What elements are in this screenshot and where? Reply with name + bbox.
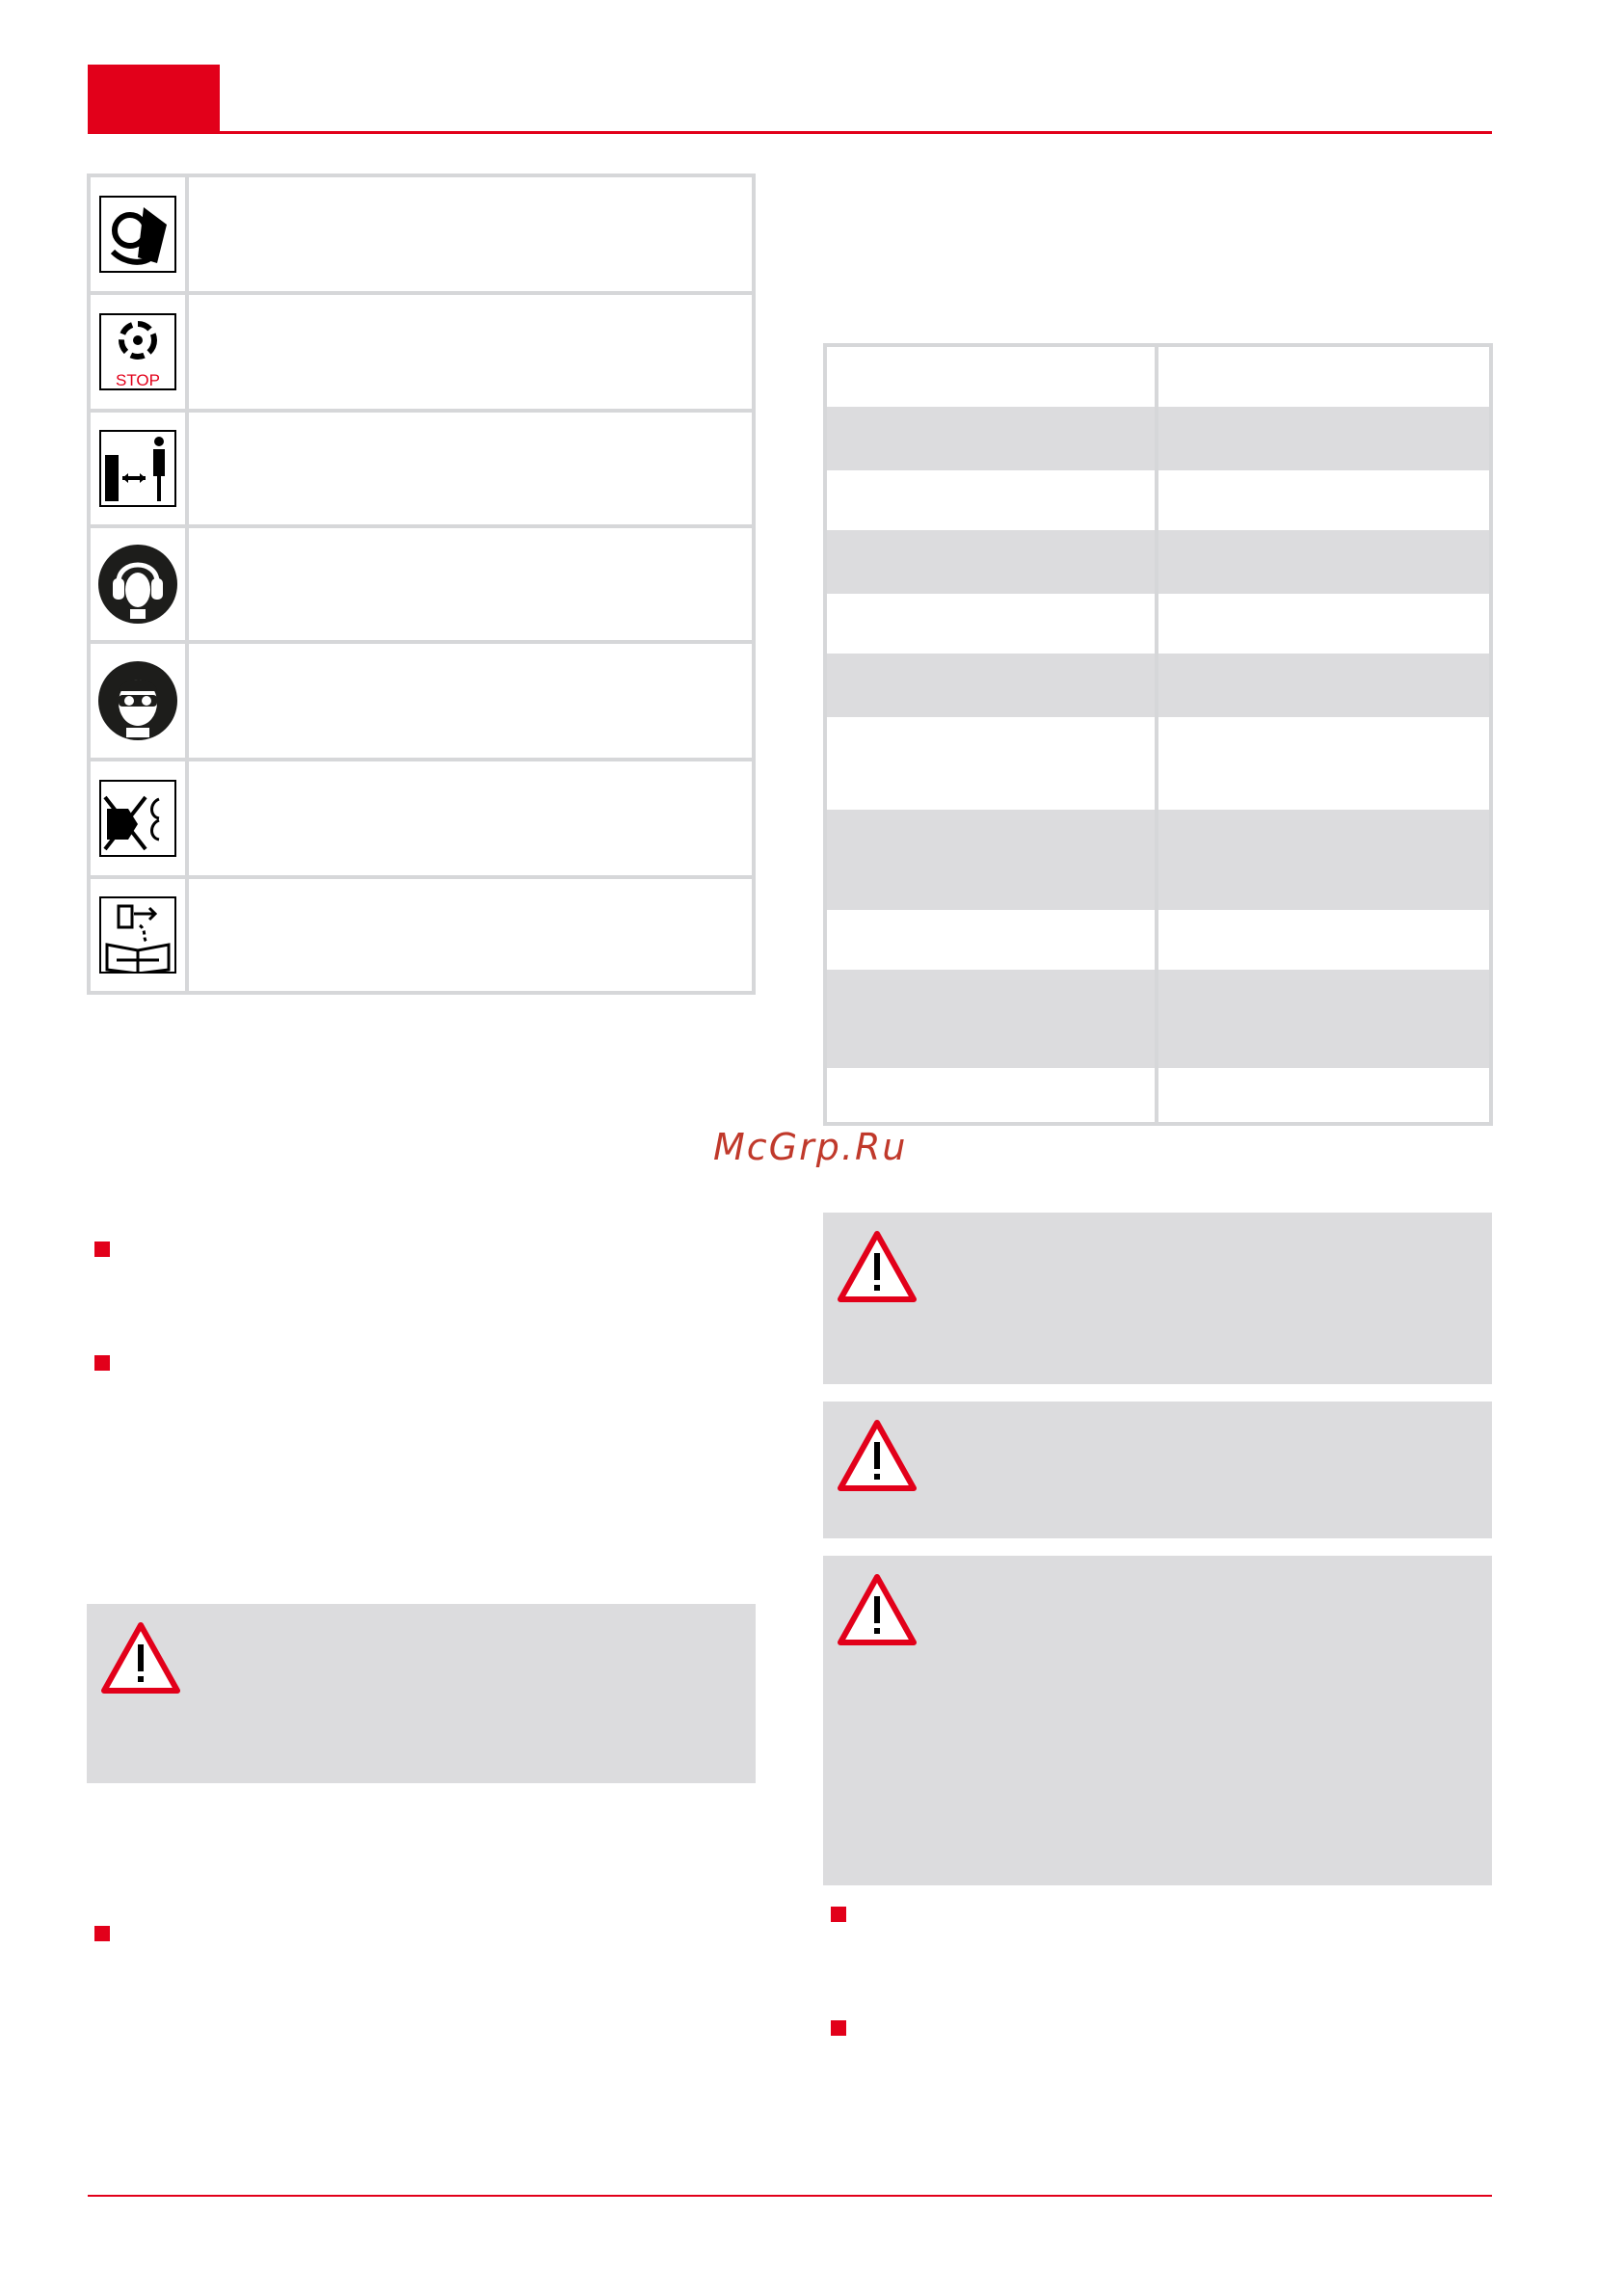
- read-manual-unplug-icon: [91, 879, 189, 991]
- eye-protection-icon: [91, 644, 189, 758]
- table-cell: [827, 530, 1158, 594]
- do-not-expose-to-rain-icon: [91, 761, 189, 875]
- table-cell: [1158, 530, 1489, 594]
- symbol-row: [91, 295, 752, 413]
- table-row: [827, 1068, 1489, 1122]
- stop-label: STOP: [116, 371, 160, 389]
- bullet-marker: [831, 2020, 846, 2036]
- table-cell: [1158, 470, 1489, 530]
- ear-protection-icon: [91, 528, 189, 640]
- bullet-marker: [94, 1355, 110, 1371]
- bullet-marker: [94, 1926, 110, 1941]
- symbol-row: [91, 528, 752, 644]
- table-cell: [1158, 347, 1489, 407]
- table-row: [827, 470, 1489, 530]
- table-row: [827, 810, 1489, 910]
- table-row: [827, 347, 1489, 407]
- table-row: [827, 970, 1489, 1068]
- table-row: [827, 654, 1489, 717]
- warning-triangle-icon: [837, 1230, 918, 1303]
- bullet-marker: [94, 1241, 110, 1257]
- table-cell: [827, 1068, 1158, 1122]
- warning-triangle-icon: [837, 1573, 918, 1646]
- thrown-objects-hazard-icon: [91, 177, 189, 291]
- table-cell: [1158, 1068, 1489, 1122]
- symbol-row: [91, 413, 752, 528]
- table-cell: [827, 407, 1158, 470]
- table-cell: [827, 717, 1158, 810]
- watermark: McGrp.Ru: [713, 1126, 908, 1168]
- table-cell: [827, 594, 1158, 654]
- table-row: [827, 530, 1489, 594]
- keep-distance-icon: [91, 413, 189, 524]
- warning-box: [87, 1604, 756, 1783]
- table-cell: [1158, 717, 1489, 810]
- symbol-row: [91, 644, 752, 761]
- header-rule: [88, 131, 1492, 134]
- table-cell: [1158, 910, 1489, 970]
- rotating-blade-stop-icon: [91, 295, 189, 409]
- warning-box: [823, 1213, 1492, 1384]
- table-cell: [1158, 594, 1489, 654]
- symbol-table: [87, 174, 756, 995]
- table-row: [827, 910, 1489, 970]
- header-red-block: [88, 65, 220, 132]
- table-cell: [1158, 654, 1489, 717]
- table-cell: [1158, 407, 1489, 470]
- table-cell: [827, 347, 1158, 407]
- table-cell: [827, 470, 1158, 530]
- table-row: [827, 594, 1489, 654]
- table-cell: [827, 910, 1158, 970]
- bullet-marker: [831, 1907, 846, 1922]
- footer-rule: [88, 2195, 1492, 2197]
- symbol-row: [91, 177, 752, 295]
- table-cell: [827, 810, 1158, 910]
- warning-triangle-icon: [837, 1419, 918, 1492]
- table-cell: [1158, 810, 1489, 910]
- warning-triangle-icon: [100, 1621, 181, 1695]
- warning-box: [823, 1556, 1492, 1885]
- table-row: [827, 407, 1489, 470]
- table-row: [827, 717, 1489, 810]
- warning-box: [823, 1402, 1492, 1538]
- table-cell: [1158, 970, 1489, 1068]
- symbol-row: [91, 879, 752, 991]
- data-table: [823, 343, 1493, 1126]
- table-cell: [827, 970, 1158, 1068]
- symbol-row: [91, 761, 752, 879]
- table-cell: [827, 654, 1158, 717]
